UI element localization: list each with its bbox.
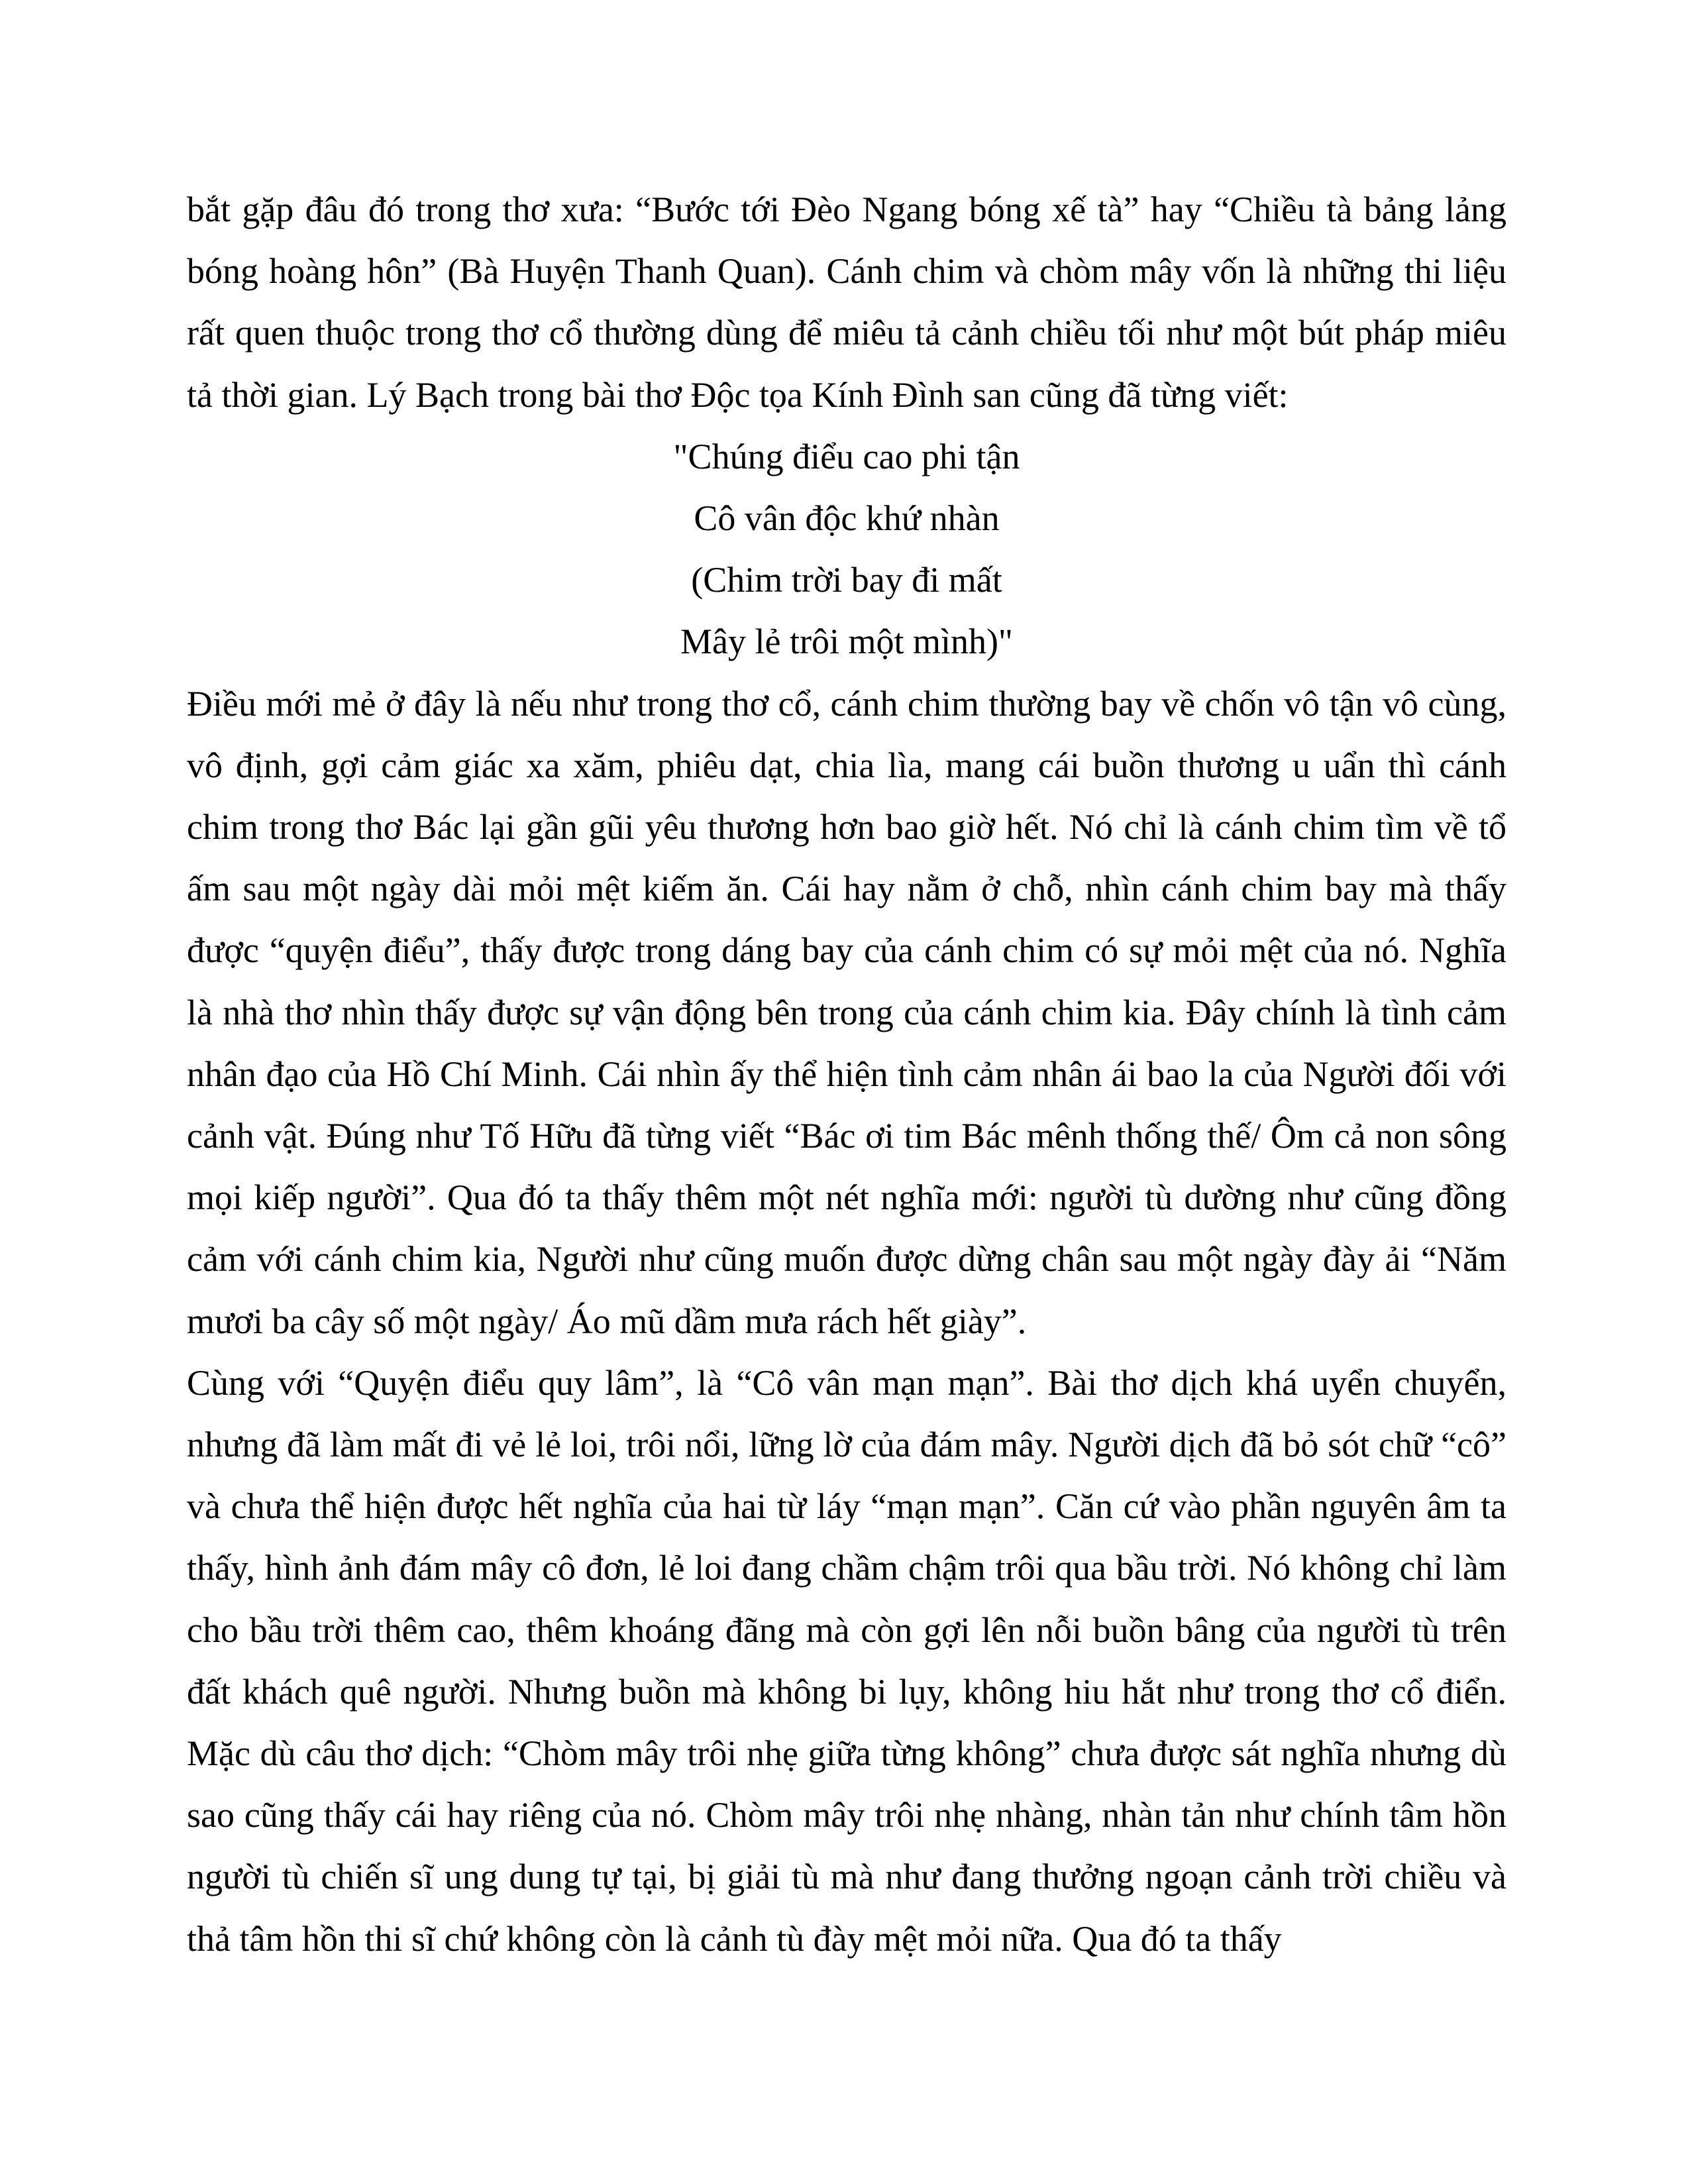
poem-line-4: Mây lẻ trôi một mình)" [680,622,1013,662]
paragraph-cloud-analysis: Cùng với “Quyện điểu quy lâm”, là “Cô vân mạn mạn”. Bài thơ dịch khá uyển chuyển, nhưng đã làm mất đi vẻ lẻ loi, trôi nổi, lững lờ của đám mây. Người dịch đã bỏ sót chữ “cô” và chưa thể hiện được hết nghĩa của hai từ láy “mạn mạn”. Căn cứ vào phần nguyên âm ta thấy, hình ảnh đám mây cô đơn, lẻ loi đang chầm chậm trôi qua bầu trời. Nó không chỉ làm cho bầu trời thêm cao, thêm khoáng đãng mà còn gợi lên nỗi buồn bâng của người tù trên đất khách quê người. Nhưng buồn mà không bi lụy, không hiu hắt như trong thơ cổ điển. Mặc dù câu thơ dịch: “Chòm mây trôi nhẹ giữa từng không” chưa được sát nghĩa nhưng dù sao cũng thấy cái hay riêng của nó. Chòm mây trôi nhẹ nhàng, nhàn tản như chính tâm hồn người tù chiến sĩ ung dung tự tại, bị giải tù mà như đang thưởng ngoạn cảnh trời chiều và thả tâm hồn thi sĩ chứ không còn là cảnh tù đày mệt mỏi nữa. Qua đó ta thấy [187,1362,1506,1959]
paragraph-intro: bắt gặp đâu đó trong thơ xưa: “Bước tới Đèo Ngang bóng xế tà” hay “Chiều tà bảng lảng bóng hoàng hôn” (Bà Huyện Thanh Quan). Cánh chim và chòm mây vốn là những thi liệu rất quen thuộc trong thơ cổ thường dùng để miêu tả cảnh chiều tối như một bút pháp miêu tả thời gian. Lý Bạch trong bài thơ Độc tọa Kính Đình san cũng đã từng viết: [187,190,1506,415]
poem-line-1: "Chúng điểu cao phi tận [673,436,1020,476]
poem-line-2: Cô vân độc khứ nhàn [694,498,1000,539]
document-page [187,179,1506,1970]
paragraph-bird-analysis: Điều mới mẻ ở đây là nếu như trong thơ cổ, cánh chim thường bay về chốn vô tận vô cùng, vô định, gợi cảm giác xa xăm, phiêu dạt, chia lìa, mang cái buồn thương u uẩn thì cánh chim trong thơ Bác lại gần gũi yêu thương hơn bao giờ hết. Nó chỉ là cánh chim tìm về tổ ấm sau một ngày dài mỏi mệt kiếm ăn. Cái hay nằm ở chỗ, nhìn cánh chim bay mà thấy được “quyện điểu”, thấy được trong dáng bay của cánh chim có sự mỏi mệt của nó. Nghĩa là nhà thơ nhìn thấy được sự vận động bên trong của cánh chim kia. Đây chính là tình cảm nhân đạo của Hồ Chí Minh. Cái nhìn ấy thể hiện tình cảm nhân ái bao la của Người đối với cảnh vật. Đúng như Tố Hữu đã từng viết “Bác ơi tim Bác mênh thống thế/ Ôm cả non sông mọi kiếp người”. Qua đó ta thấy thêm một nét nghĩa mới: người tù dường như cũng đồng cảm với cánh chim kia, Người như cũng muốn được dừng chân sau một ngày đày ải “Năm mươi ba cây số một ngày/ Áo mũ dầm mưa rách hết giày”. [187,683,1506,1341]
poem-line-3: (Chim trời bay đi mất [691,560,1002,600]
poem-quote [187,426,1506,673]
